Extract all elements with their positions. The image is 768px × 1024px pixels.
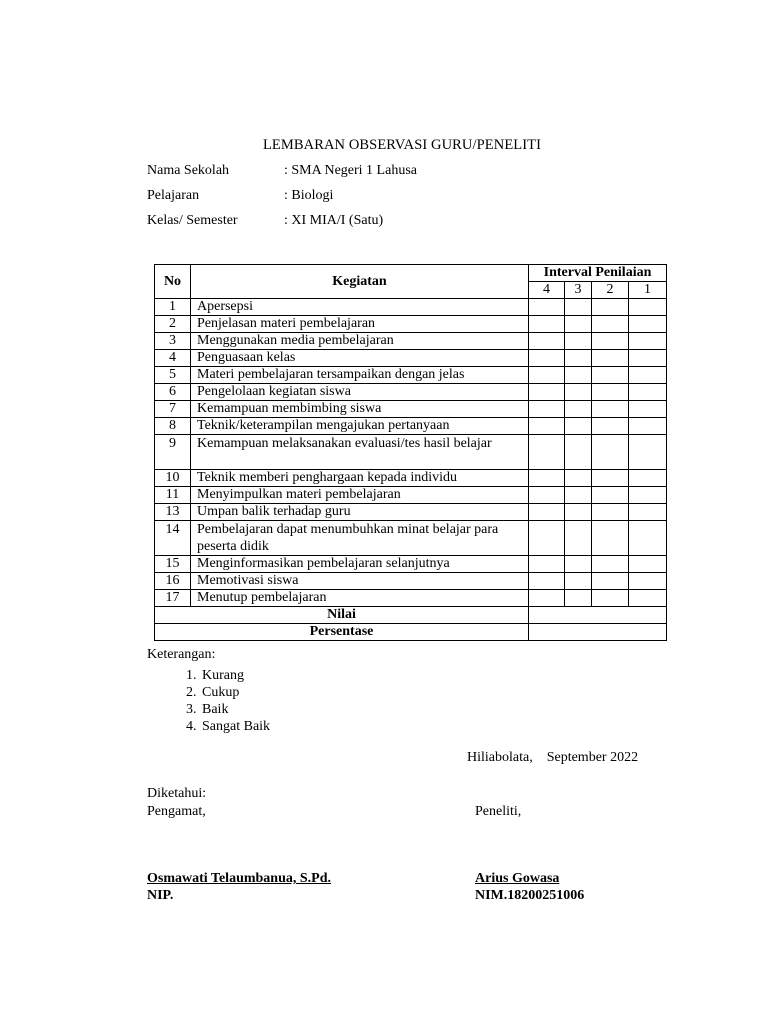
row-number: 5 — [155, 367, 191, 384]
footer-nilai: Nilai — [155, 607, 529, 624]
row-activity: Teknik memberi penghargaan kepada individu — [191, 470, 529, 487]
row-activity: Pembelajaran dapat menumbuhkan minat belajar para peserta didik — [191, 521, 529, 556]
researcher-role: Peneliti, — [475, 804, 522, 819]
table-row — [155, 367, 667, 384]
score-cell[interactable] — [529, 367, 565, 384]
table-row — [155, 418, 667, 435]
score-cell[interactable] — [529, 384, 565, 401]
score-cell[interactable] — [529, 487, 565, 504]
table-row — [155, 521, 667, 556]
observation-rows — [155, 299, 667, 607]
row-activity: Menutup pembelajaran — [191, 590, 529, 607]
score-cell[interactable] — [565, 350, 592, 367]
score-cell[interactable] — [629, 401, 667, 418]
info-value: : SMA Negeri 1 Lahusa — [284, 163, 417, 178]
score-cell[interactable] — [529, 504, 565, 521]
row-number: 15 — [155, 556, 191, 573]
score-cell[interactable] — [529, 350, 565, 367]
nilai-cell[interactable] — [529, 607, 667, 624]
row-number: 6 — [155, 384, 191, 401]
score-cell[interactable] — [565, 316, 592, 333]
score-cell[interactable] — [592, 573, 629, 590]
score-cell[interactable] — [565, 367, 592, 384]
score-cell[interactable] — [629, 333, 667, 350]
row-activity: Penguasaan kelas — [191, 350, 529, 367]
row-number: 9 — [155, 435, 191, 470]
header-no: No — [155, 265, 191, 299]
score-cell[interactable] — [592, 316, 629, 333]
row-number: 1 — [155, 299, 191, 316]
score-cell[interactable] — [565, 590, 592, 607]
table-row — [155, 556, 667, 573]
notes-label: Keterangan: — [147, 647, 216, 662]
info-value: : Biologi — [284, 188, 334, 203]
score-cell[interactable] — [629, 418, 667, 435]
observer-id: NIP. — [147, 888, 174, 903]
score-cell[interactable] — [565, 487, 592, 504]
score-cell[interactable] — [529, 556, 565, 573]
row-activity: Kemampuan melaksanakan evaluasi/tes hasil belajar — [191, 435, 529, 470]
row-activity: Materi pembelajaran tersampaikan dengan jelas — [191, 367, 529, 384]
table-row — [155, 350, 667, 367]
score-cell[interactable] — [629, 435, 667, 470]
header-activity: Kegiatan — [191, 265, 529, 299]
score-cell[interactable] — [565, 504, 592, 521]
researcher-id: NIM.18200251006 — [475, 888, 585, 903]
notes-list — [147, 667, 270, 735]
score-header: 1 — [629, 282, 667, 299]
table-row — [155, 573, 667, 590]
table-row — [155, 435, 667, 470]
researcher-name: Arius Gowasa — [475, 871, 560, 886]
row-activity: Menginformasikan pembelajaran selanjutnya — [191, 556, 529, 573]
row-activity: Penjelasan materi pembelajaran — [191, 316, 529, 333]
score-cell[interactable] — [592, 590, 629, 607]
score-cell[interactable] — [565, 556, 592, 573]
info-label: Kelas/ Semester — [147, 213, 238, 228]
score-cell[interactable] — [529, 299, 565, 316]
score-cell[interactable] — [565, 401, 592, 418]
score-cell[interactable] — [592, 521, 629, 556]
footer-persentase: Persentase — [155, 624, 529, 641]
score-cell[interactable] — [529, 333, 565, 350]
info-label: Nama Sekolah — [147, 163, 230, 178]
score-cell[interactable] — [592, 418, 629, 435]
row-activity: Apersepsi — [191, 299, 529, 316]
score-cell[interactable] — [592, 556, 629, 573]
score-cell[interactable] — [565, 333, 592, 350]
observation-table — [154, 264, 667, 641]
table-row — [155, 299, 667, 316]
score-cell[interactable] — [592, 435, 629, 470]
score-cell[interactable] — [529, 401, 565, 418]
score-header: 3 — [565, 282, 592, 299]
score-cell[interactable] — [629, 350, 667, 367]
score-cell[interactable] — [629, 299, 667, 316]
score-cell[interactable] — [592, 470, 629, 487]
score-cell[interactable] — [565, 573, 592, 590]
row-number: 3 — [155, 333, 191, 350]
table-row — [155, 470, 667, 487]
list-item: 1. Kurang — [200, 667, 270, 684]
score-cell[interactable] — [629, 521, 667, 556]
score-cell[interactable] — [529, 470, 565, 487]
row-number: 14 — [155, 521, 191, 556]
score-cell[interactable] — [629, 590, 667, 607]
score-cell[interactable] — [629, 384, 667, 401]
row-activity: Umpan balik terhadap guru — [191, 504, 529, 521]
place-date: Hiliabolata, September 2022 — [467, 750, 639, 765]
info-value: : XI MIA/I (Satu) — [284, 213, 384, 228]
list-item: 3. Baik — [200, 701, 270, 718]
table-row — [155, 487, 667, 504]
row-number: 11 — [155, 487, 191, 504]
score-cell[interactable] — [565, 521, 592, 556]
score-cell[interactable] — [592, 384, 629, 401]
row-number: 16 — [155, 573, 191, 590]
observer-role: Pengamat, — [147, 804, 206, 819]
score-cell[interactable] — [565, 418, 592, 435]
document-title: LEMBARAN OBSERVASI GURU/PENELITI — [262, 137, 542, 153]
row-activity: Kemampuan membimbing siswa — [191, 401, 529, 418]
score-cell[interactable] — [529, 316, 565, 333]
score-cell[interactable] — [529, 418, 565, 435]
score-cell[interactable] — [592, 350, 629, 367]
score-cell[interactable] — [629, 573, 667, 590]
score-cell[interactable] — [592, 504, 629, 521]
row-number: 17 — [155, 590, 191, 607]
score-cell[interactable] — [529, 435, 565, 470]
observer-name: Osmawati Telaumbanua, S.Pd. — [147, 871, 331, 886]
score-cell[interactable] — [592, 299, 629, 316]
persentase-cell[interactable] — [529, 624, 667, 641]
score-cell[interactable] — [565, 299, 592, 316]
row-number: 8 — [155, 418, 191, 435]
score-cell[interactable] — [629, 367, 667, 384]
score-cell[interactable] — [629, 504, 667, 521]
score-cell[interactable] — [529, 590, 565, 607]
table-row — [155, 504, 667, 521]
list-item: 4. Sangat Baik — [200, 718, 270, 735]
known-label: Diketahui: — [147, 786, 207, 801]
score-cell[interactable] — [592, 401, 629, 418]
row-activity: Menggunakan media pembelajaran — [191, 333, 529, 350]
row-activity: Teknik/keterampilan mengajukan pertanyaan — [191, 418, 529, 435]
row-number: 2 — [155, 316, 191, 333]
table-row — [155, 401, 667, 418]
score-cell[interactable] — [629, 470, 667, 487]
row-number: 13 — [155, 504, 191, 521]
score-cell[interactable] — [529, 521, 565, 556]
header-interval: Interval Penilaian — [529, 265, 667, 282]
score-header: 2 — [592, 282, 629, 299]
row-number: 7 — [155, 401, 191, 418]
row-number: 10 — [155, 470, 191, 487]
table-row — [155, 384, 667, 401]
row-activity: Pengelolaan kegiatan siswa — [191, 384, 529, 401]
list-item: 2. Cukup — [200, 684, 270, 701]
info-label: Pelajaran — [147, 188, 200, 203]
score-cell[interactable] — [565, 435, 592, 470]
score-cell[interactable] — [629, 316, 667, 333]
score-header: 4 — [529, 282, 565, 299]
row-activity: Memotivasi siswa — [191, 573, 529, 590]
table-row — [155, 333, 667, 350]
score-cell[interactable] — [565, 384, 592, 401]
table-row — [155, 590, 667, 607]
score-cell[interactable] — [592, 487, 629, 504]
score-cell[interactable] — [629, 556, 667, 573]
score-cell[interactable] — [629, 487, 667, 504]
score-cell[interactable] — [592, 367, 629, 384]
score-cell[interactable] — [592, 333, 629, 350]
score-cell[interactable] — [565, 470, 592, 487]
row-number: 4 — [155, 350, 191, 367]
table-row — [155, 316, 667, 333]
row-activity: Menyimpulkan materi pembelajaran — [191, 487, 529, 504]
score-cell[interactable] — [529, 573, 565, 590]
